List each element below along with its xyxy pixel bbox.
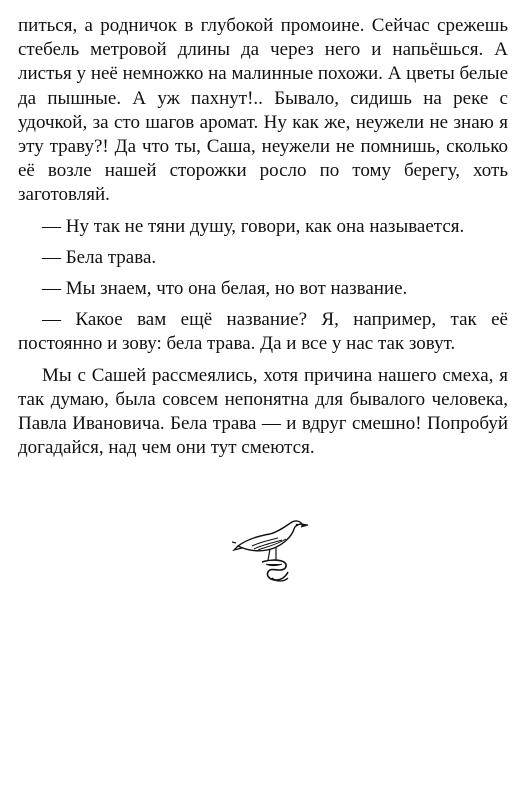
paragraph-closing: Мы с Сашей рассмеялись, хотя причина нашего смеха, я так думаю, была совсем непонятна для бывалого человека, Павла Ивановича. Бела трава — и вдруг смешно! Попробуй догадайся, над чем они тут смеются. xyxy=(18,364,508,459)
paragraph-dialogue-2: — Бела трава. xyxy=(42,246,157,268)
paragraph-continuation: питься, а родничок в глубокой промоине. Сейчас срежешь стебель метровой длины да через него и напьёшься. А листья у неё немножко на малинные похожи. А цветы белые да пышные. А уж пахнут!.. Бывало, сидишь на реке с удочкой, за сто шагов аромат. Ну как же, неужели не знаю я эту траву?! Да что ты, Саша, неужели не помнишь, сколько её возле нашей сторожки росло по тому берегу, хоть заготовляй. xyxy=(18,15,508,206)
paragraph-dialogue-4: — Какое вам ещё название? Я, например, так её постоянно и зову: бела трава. Да и все у нас так зовут. xyxy=(18,309,508,355)
bird-on-branch-icon xyxy=(232,512,312,586)
book-page-text xyxy=(18,14,508,467)
paragraph-dialogue-3: — Мы знаем, что она белая, но вот название. xyxy=(42,278,408,300)
paragraph-dialogue-1: — Ну так не тяни душу, говори, как она называется. xyxy=(42,215,465,237)
